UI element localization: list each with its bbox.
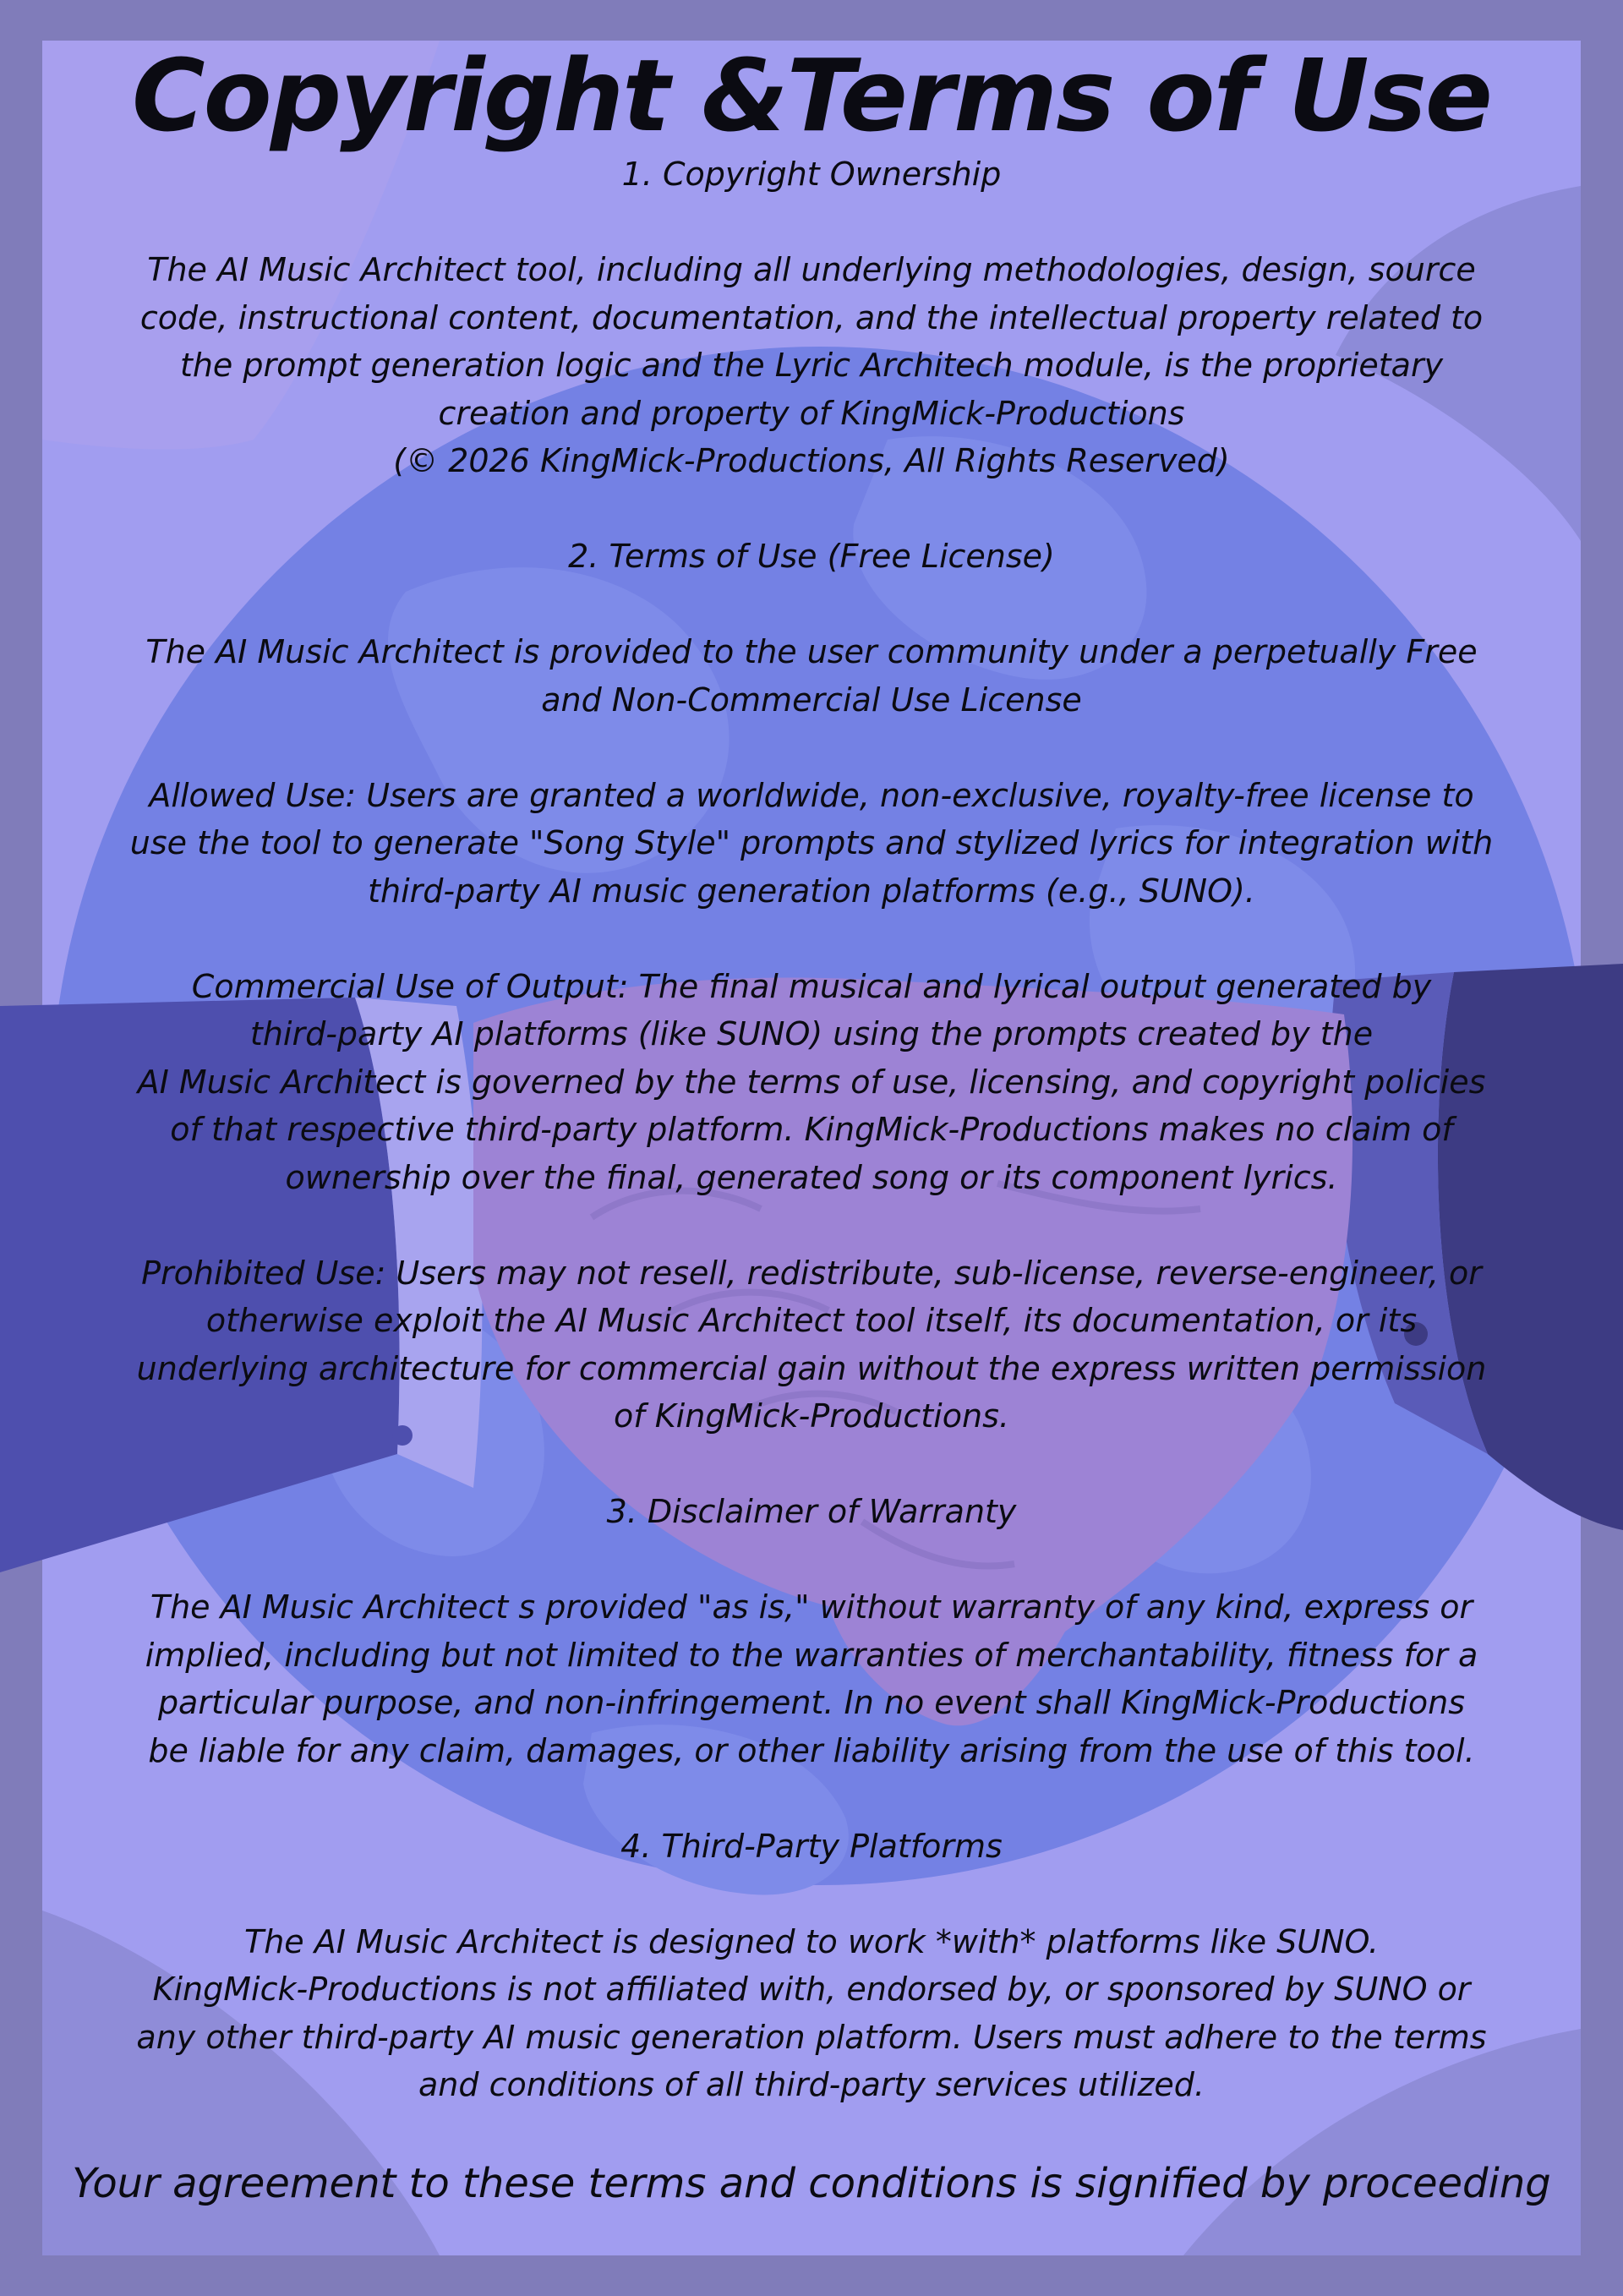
text-line: otherwise exploit the AI Music Architect tool itself, its documentation, or its [205,1302,1418,1339]
text-line: the prompt generation logic and the Lyric Architech module, is the proprietary [179,347,1444,384]
text-line: Allowed Use: Users are granted a worldwide, non-exclusive, royalty-free license to [149,776,1474,814]
copyright-notice: (© 2026 KingMick-Productions, All Rights Reserved) [393,442,1230,479]
text-line: Prohibited Use: Users may not resell, redistribute, sub-license, reverse-engineer, or [141,1254,1482,1292]
text-line: of that respective third-party platform. KingMick-Productions makes no claim of [170,1111,1453,1148]
paragraph-ownership [52,246,1571,485]
text-line: particular purpose, and non-infringement. In no event shall KingMick-Productions [157,1684,1466,1721]
text-line: any other third-party AI music generation platform. Users must adhere to the terms [136,2018,1487,2056]
text-line: and Non-Commercial Use License [541,681,1082,719]
text-line: Commercial Use of Output: The final musical and lyrical output generated by [191,967,1432,1005]
text-line: creation and property of KingMick-Productions [438,394,1185,432]
text-line: The AI Music Architect tool, including all underlying methodologies, design, source [147,251,1476,288]
text-line: AI Music Architect is governed by the terms of use, licensing, and copyright policies [137,1063,1486,1101]
text-line: The AI Music Architect is designed to work *with* platforms like SUNO. [244,1922,1379,1960]
text-line: and conditions of all third-party services utilized. [418,2066,1205,2103]
text-line: be liable for any claim, damages, or other liability arising from the use of this tool. [148,1731,1475,1769]
text-line: underlying architecture for commercial gain without the express written permission [136,1349,1487,1387]
text-line: implied, including but not limited to the warranties of merchantability, fitness for a [145,1636,1478,1674]
section-third-party [52,1823,1571,2109]
text-line: The AI Music Architect is provided to the user community under a perpetually Free [145,633,1478,670]
paragraph-commercial-use [52,963,1571,1202]
text-line: code, instructional content, documentation, and the intellectual property related to [139,298,1484,336]
section-heading: 1. Copyright Ownership [621,156,1002,193]
text-line: use the tool to generate "Song Style" prompts and stylized lyrics for integration with [129,824,1494,861]
section-copyright-ownership [52,150,1571,485]
text-line: third-party AI music generation platforms (e.g., SUNO). [368,872,1255,910]
paragraph-license [52,628,1571,724]
text-line: third-party AI platforms (like SUNO) using the prompts created by the [249,1015,1374,1052]
section-heading: 2. Terms of Use (Free License) [568,538,1055,575]
text-line: ownership over the final, generated song or its component lyrics. [285,1158,1338,1196]
section-heading: 4. Third-Party Platforms [620,1827,1003,1865]
paragraph-allowed-use [52,772,1571,916]
paragraph-third-party [52,1918,1571,2109]
page-title: Copyright &Terms of Use [132,37,1491,154]
agreement-footer: Your agreement to these terms and conditions is signified by proceeding [72,2159,1551,2207]
text-line: of KingMick-Productions. [614,1397,1009,1435]
text-line: The AI Music Architect s provided "as is," without warranty of any kind, express or [150,1588,1473,1626]
section-disclaimer [52,1488,1571,1774]
paragraph-disclaimer [52,1583,1571,1774]
section-terms-of-use [52,533,1571,1440]
section-heading: 3. Disclaimer of Warranty [606,1493,1017,1530]
paragraph-prohibited-use [52,1249,1571,1440]
text-line: KingMick-Productions is not affiliated with, endorsed by, or sponsored by SUNO or [152,1971,1471,2008]
terms-content [42,37,1581,2255]
